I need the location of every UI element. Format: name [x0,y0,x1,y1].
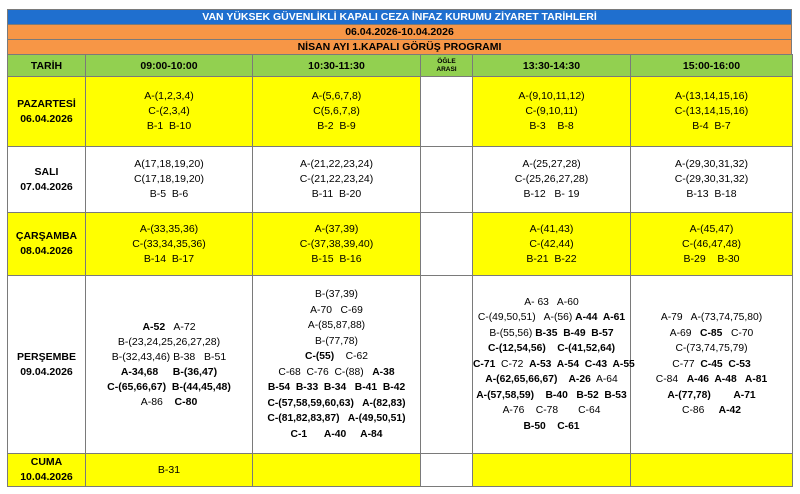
visit-entry-line [253,396,420,412]
slot-cell-slot4 [631,213,793,276]
visit-entry-line [86,335,252,350]
visit-entry: A-76 C-78 C-64 [502,405,601,417]
visit-entry-line [86,119,252,134]
visit-entry-line [473,357,635,373]
visit-entry-line [253,237,420,252]
day-cell [8,454,86,487]
day-name: SALI [34,165,59,178]
visit-entry: C-68 C-76 C-(88) [278,366,373,378]
visit-entry: C-(37,38,39,40) [299,237,374,250]
visit-entry: B-5 B-6 [149,188,189,200]
visit-entry: C-(57,58,59,60,63) A-(82,83) [267,397,406,409]
visit-entry-line [473,341,630,357]
day-date: 10.04.2026 [20,471,73,483]
visit-entry-line [253,157,420,172]
visit-entry: A-(62,65,66,67) A-26 [485,374,591,386]
day-name: CUMA [30,456,63,468]
visit-entry: A-38 [372,366,395,378]
visit-entry: C-85 [700,327,723,339]
day-date: 08.04.2026 [20,245,73,257]
visit-entry: B-(77,78) [315,335,358,347]
column-header-slot4: 15:00-16:00 [631,55,793,77]
visit-entry-line [473,252,630,267]
visit-entry-line [86,350,252,365]
schedule-table [7,54,793,487]
visit-entry-line [631,357,792,373]
slot-cell-slot3 [473,77,631,147]
visit-entry: A-(9,10,11,12) [518,90,585,102]
program-bar: NİSAN AYI 1.KAPALI GÖRÜŞ PROGRAMI [7,39,792,54]
visit-entry-line [86,104,252,119]
slot-cell-slot2 [253,454,421,487]
visit-entry-line [253,172,420,187]
visit-entry-line [631,388,792,404]
column-header-slot1: 09:00-10:00 [86,55,253,77]
slot-cell-slot3 [473,454,631,487]
visit-entry-line [631,372,792,388]
visit-entry: A(17,18,19,20) [134,158,204,170]
slot-cell-slot4 [631,454,793,487]
title-bar: VAN YÜKSEK GÜVENLİKLİ KAPALI CEZA İNFAZ KURUMU ZİYARET TARİHLERİ [7,9,792,24]
visit-entry-line [86,365,252,380]
slot-cell-slot4 [631,147,793,213]
visit-entry: B-4 B-7 [692,120,731,132]
visit-entry: A-(57,58,59) B-40 B-52 B-53 [476,389,627,401]
slot-cell-slot1 [86,213,253,276]
visit-entry: A-(77,78) A-71 [667,389,756,401]
visit-entry: C-84 [655,374,687,386]
visit-entry-line [253,411,420,427]
visit-entry: A-46 A-48 A-81 [686,374,768,386]
visit-entry: A-34,68 [120,365,159,378]
slot-cell-slot1 [86,147,253,213]
visit-entry: A-(21,22,23,24) [300,158,373,170]
day-date: 09.04.2026 [20,365,73,378]
visit-entry: C-70 [722,327,754,339]
visit-entry-line [253,119,420,134]
visit-entry-line [253,222,420,237]
break-label-line1: ÖĞLE [437,57,456,65]
day-name: PAZARTESİ [17,97,76,110]
visit-entry: B-21 B-22 [526,252,577,265]
visit-entry: B-(36,47) [172,365,218,378]
break-cell [421,454,473,487]
visit-entry-line [253,287,420,303]
break-cell [421,276,473,454]
visit-entry-line [253,334,420,350]
visit-entry: C-(12,54,56) C-(41,52,64) [487,343,616,355]
day-cell [8,147,86,213]
break-label-line2: ARASI [436,65,457,73]
visit-entry: C(17,18,19,20) [133,173,205,185]
visit-entry-line [473,295,630,311]
visit-entry: C-(46,47,48) [682,237,741,250]
break-cell [421,213,473,276]
visit-entry: A-42 [718,405,741,417]
visit-entry: C-(81,82,83,87) [267,413,348,424]
visit-entry-line [253,89,420,104]
slot-cell-slot1 [86,77,253,147]
visit-entry: B-14 B-17 [143,252,195,265]
day-cell [8,213,86,276]
visit-entry: A-79 A-(73,74,75,80) [660,312,763,324]
visit-entry: A-(5,6,7,8) [311,90,362,102]
visit-entry: A-44 A-61 [575,312,626,324]
visit-entry: C-72 [495,358,530,370]
day-date: 06.04.2026 [20,112,73,125]
slot-cell-slot1 [86,454,253,487]
visit-entry: C-77 [672,358,701,370]
visit-entry-line [86,237,252,252]
visit-entry: B-3 B-8 [529,120,574,132]
day-date: 07.04.2026 [20,180,73,193]
visit-entry: A-(41,43) [529,222,574,235]
visit-entry-line [631,237,792,252]
header-row [8,55,793,77]
visit-entry-line [253,365,420,381]
visit-entry: A-(13,14,15,16) [675,90,748,102]
visit-entry: A-53 A-54 C-43 A-55 [529,358,635,370]
visit-entry-line [253,187,420,202]
visit-entry: A-(45,47) [689,222,734,235]
visit-entry-line [253,349,420,365]
break-cell [421,147,473,213]
visit-entry: A-69 [669,327,701,339]
slot-cell-slot3 [473,213,631,276]
visit-entry: C-86 [682,405,719,417]
visit-entry-line [86,222,252,237]
visit-entry-line [253,380,420,396]
visit-entry: A-72 [165,320,196,333]
visit-entry-line [253,427,420,443]
column-header-break [421,55,473,77]
visit-entry: A-64 [590,374,618,386]
visit-entry: C-71 [473,358,496,370]
visit-entry: C(5,6,7,8) [313,105,360,117]
visit-entry-line [86,252,252,267]
slot-cell-slot2 [253,147,421,213]
visit-entry-line [631,104,792,119]
visit-entry: C-(65,66,67) [107,380,167,393]
visit-entry: A-(49,50,51) [347,413,406,424]
day-name: ÇARŞAMBA [15,230,78,242]
visit-entry-line [86,187,252,202]
visit-entry-line [86,320,252,335]
visit-entry: B-54 B-33 B-34 B-41 B-42 [267,382,406,393]
visit-entry-line [86,89,252,104]
visit-entry-line [253,104,420,119]
visit-entry-line [631,119,792,134]
visit-entry-line [86,157,252,172]
visit-entry: C-(73,74,75,79) [675,343,748,355]
day-name: PERŞEMBE [17,350,76,363]
visit-entry-line [631,89,792,104]
slot-cell-slot1 [86,276,253,454]
visit-entry: B-29 B-30 [683,252,740,265]
visit-entry: B-13 B-18 [686,188,737,200]
visit-entry-line [473,157,630,172]
slot-cell-slot3 [473,276,635,454]
slot-cell-slot2 [253,77,421,147]
visit-entry-line [631,252,792,267]
break-cell [421,77,473,147]
visit-entry: C-(13,14,15,16) [674,105,749,117]
visit-entry [158,366,173,378]
slot-cell-slot2 [253,276,421,454]
day-cell [8,276,86,454]
date-range-bar: 06.04.2026-10.04.2026 [7,24,792,39]
visit-entry: A-(1,2,3,4) [144,90,194,102]
visit-entry-line [86,463,252,478]
visit-entry-line [631,310,792,326]
visit-entry-line [473,403,630,419]
visit-entry-line [253,252,420,267]
visit-entry: A-(37,39) [314,222,359,235]
visit-entry: A-52 [142,320,166,333]
visit-entry-line [86,395,252,410]
visit-entry: B-1 B-10 [146,120,192,132]
visit-entry-line [473,310,630,326]
visit-entry: C-80 [174,395,198,408]
schedule-row [8,77,793,147]
visit-entry: A-70 C-69 [310,304,363,316]
visit-entry-line [631,326,792,342]
visit-entry: A-(33,35,36) [139,222,199,235]
visit-entry-line [473,89,630,104]
schedule-row [8,276,793,454]
visit-entry: B-50 C-61 [523,420,580,432]
visit-entry: A-86 [140,395,175,408]
slot-cell-slot3 [473,147,631,213]
visit-entry: B-11 B-20 [311,188,362,200]
visit-entry: C-(25,26,27,28) [514,173,589,185]
visit-entry: C-(21,22,23,24) [299,173,374,185]
visit-entry-line [631,403,792,419]
visit-entry: A- 63 A-60 [524,296,579,308]
visit-entry-line [86,380,252,395]
column-header-slot3: 13:30-14:30 [473,55,631,77]
column-header-date: TARİH [8,55,86,77]
visit-entry: C-(2,3,4) [148,105,190,117]
visit-entry-line [631,222,792,237]
visit-entry: B-(37,39) [315,289,358,300]
visit-entry: C-45 C-53 [700,358,751,370]
visit-entry: C-(55) [305,351,335,362]
visit-entry-line [473,187,630,202]
schedule-body [8,77,793,487]
visit-entry-line [86,172,252,187]
visit-entry: B-31 [157,463,181,476]
visit-entry: B-(32,43,46) B-38 B-51 [111,350,227,363]
visit-entry-line [253,303,420,319]
visit-entry: C-(33,34,35,36) [132,237,206,250]
visit-entry: C-62 [334,351,368,362]
visit-entry-line [473,119,630,134]
slot-cell-slot4 [631,77,793,147]
visit-entry: B-(44,45,48) [171,380,231,393]
visit-entry: B-12 B- 19 [523,188,580,200]
visit-entry: B-(55,56) [489,327,536,339]
visit-entry-line [473,172,630,187]
visit-entry-line [631,187,792,202]
visit-entry: B-2 B-9 [317,120,356,132]
visit-entry: C-1 A-40 A-84 [290,428,383,440]
column-header-slot2: 10:30-11:30 [253,55,421,77]
visit-entry: C-(42,44) [529,237,574,250]
visit-entry-line [631,341,792,357]
visit-entry-line [473,222,630,237]
visit-entry: C-(49,50,51) A-(56) [477,312,576,324]
visit-entry-line [253,318,420,334]
visit-entry: B-35 B-49 B-57 [535,327,614,339]
slot-cell-slot2 [253,213,421,276]
visit-entry: A-(29,30,31,32) [675,158,748,170]
visit-entry: A-(85,87,88) [307,320,366,331]
day-cell [8,77,86,147]
slot-cell-slot4 [631,276,793,454]
schedule-row [8,213,793,276]
visit-entry: C-(29,30,31,32) [674,173,749,185]
visit-entry: B-15 B-16 [311,252,362,265]
visit-entry: A-(25,27,28) [522,158,581,170]
visit-entry-line [473,388,630,404]
visit-entry-line [473,237,630,252]
visit-entry-line [473,326,630,342]
visit-schedule-sheet [7,9,792,487]
schedule-row [8,454,793,487]
visit-entry-line [473,372,630,388]
visit-entry-line [473,419,630,435]
visit-entry: C-(9,10,11) [525,105,578,117]
visit-entry-line [631,157,792,172]
visit-entry-line [473,104,630,119]
schedule-row [8,147,793,213]
visit-entry: B-(23,24,25,26,27,28) [117,335,221,348]
visit-entry-line [631,172,792,187]
